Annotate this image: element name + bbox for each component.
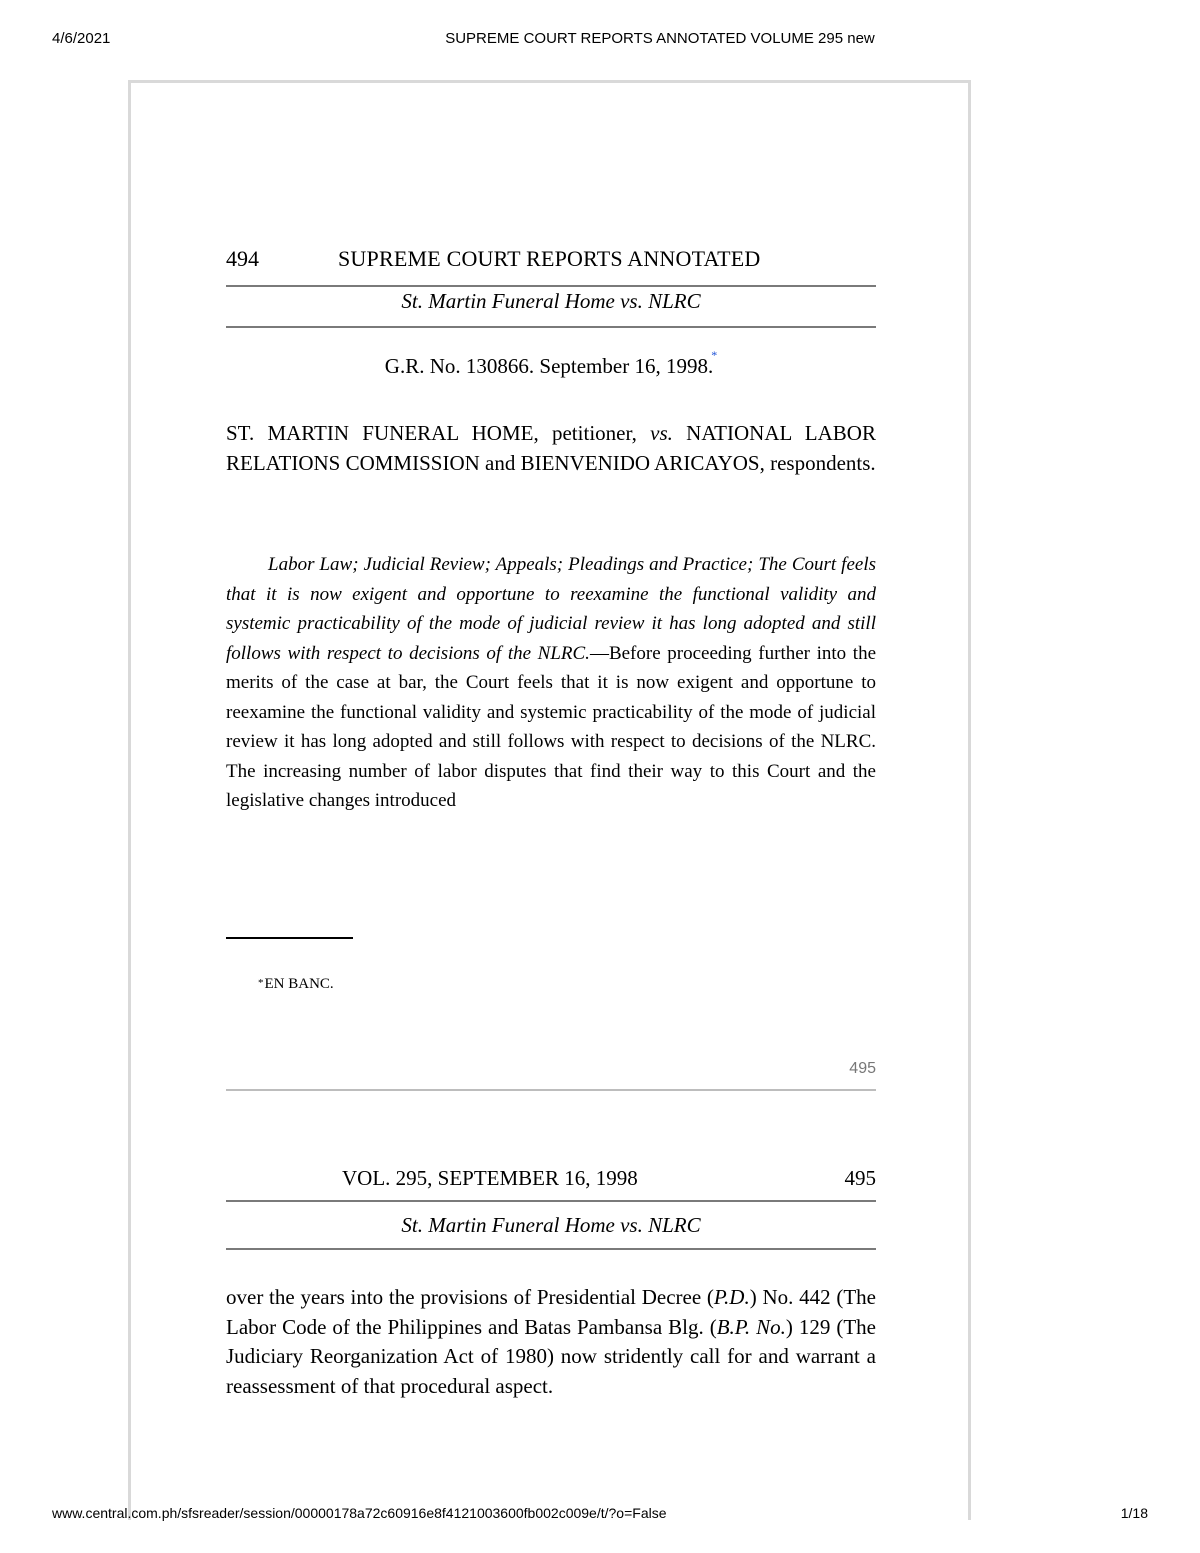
petitioner-name: ST. MARTIN FUNERAL HOME, — [226, 421, 539, 445]
syllabus-paragraph — [226, 550, 876, 816]
syllabus-headnote: Labor Law; Judicial Review; Appeals; Pleadings and Practice; The Court feels that it is now exigent and opportune to reexamine the functional validity and systemic practicability of the mode of judicial review it has long adopted and still follows with respect to decisions of the NLRC. — [226, 554, 876, 664]
respondents-name: NATIONAL LABOR RELATIONS COMMISSION and BIENVENIDO ARICAYOS, — [226, 421, 876, 475]
running-title: VOL. 295, SEPTEMBER 16, 1998 — [342, 1166, 638, 1190]
running-head-495 — [226, 1166, 876, 1196]
running-head-494 — [226, 246, 876, 276]
gr-number-text: G.R. No. 130866. September 16, 1998. — [384, 354, 714, 378]
print-url: www.central.com.ph/sfsreader/session/00000178a72c60916e8f4121003600fb002c009e/t/?o=False — [52, 1505, 667, 1521]
print-date: 4/6/2021 — [52, 30, 111, 47]
gr-number — [226, 348, 876, 379]
running-title: SUPREME COURT REPORTS ANNOTATED — [338, 246, 761, 271]
footnote-link[interactable]: * — [711, 348, 718, 362]
petitioner-role: petitioner, — [538, 421, 637, 445]
body-paragraph — [226, 1283, 876, 1401]
footnote-text: EN BANC. — [264, 976, 334, 992]
body-italic: P.D. — [713, 1285, 750, 1309]
footnote-symbol: * — [258, 977, 264, 989]
footnote — [258, 976, 334, 993]
body-italic: B.P. No. — [716, 1314, 786, 1339]
respondents-role: respondents. — [764, 451, 876, 475]
case-caption: St. Martin Funeral Home vs. NLRC — [401, 1213, 701, 1237]
page-number: 494 — [226, 246, 259, 271]
body-text: over the years into the provisions of Presidential Decree ( — [226, 1285, 714, 1309]
footnote-rule — [226, 937, 353, 939]
case-parties — [226, 418, 876, 478]
body-text: ) No. 442 (The Labor Code of the Philippines and Batas Pambansa Blg. ( — [226, 1285, 876, 1339]
header-rule — [226, 285, 876, 287]
page-number: 495 — [844, 1166, 876, 1190]
print-document-title: SUPREME COURT REPORTS ANNOTATED VOLUME 295 new — [445, 30, 875, 47]
versus: vs. — [636, 421, 673, 445]
header-rule — [226, 1200, 876, 1202]
caption-rule — [226, 326, 876, 328]
caption-rule — [226, 1248, 876, 1250]
syllabus-text: —Before proceeding further into the merits of the case at bar, the Court feels that it is now exigent and opportune to reexamine the functional validity and systemic practicability of the mode of judicial review it has long adopted and still follows with respect to decisions of the NLRC. The increasing number of labor disputes that find their way to this Court and the legislative changes introduced — [226, 642, 877, 811]
page-break-rule — [226, 1089, 876, 1091]
page-break-marker: 495 — [849, 1060, 876, 1077]
case-caption: St. Martin Funeral Home vs. NLRC — [401, 289, 701, 313]
print-page-count: 1/18 — [1120, 1505, 1148, 1521]
body-text: ) 129 (The Judiciary Reorganization Act of 1980) now stridently call for and warrant a reassessment of that procedural aspect. — [226, 1314, 876, 1398]
